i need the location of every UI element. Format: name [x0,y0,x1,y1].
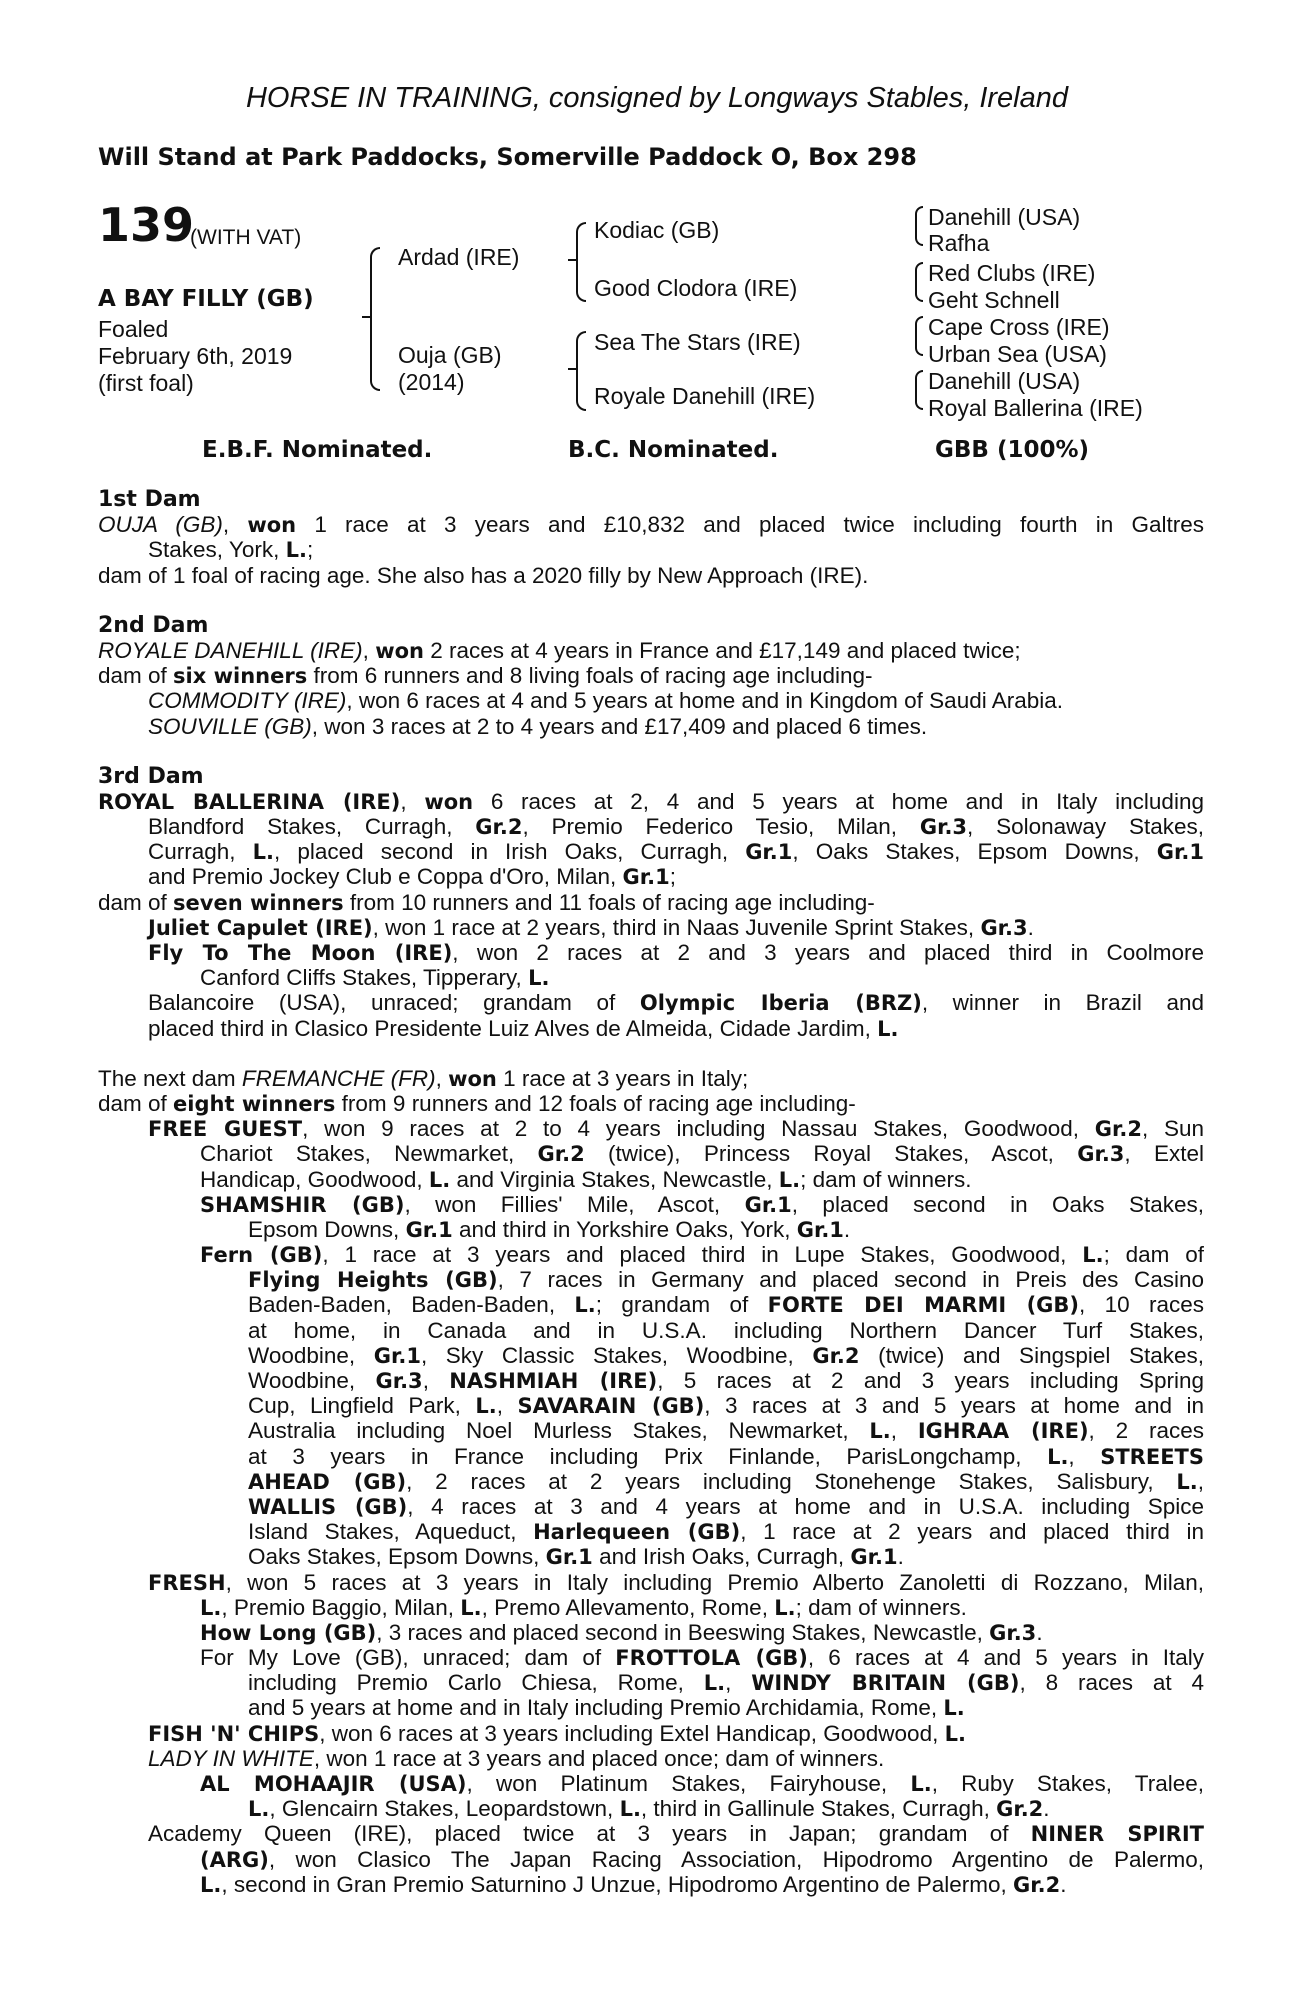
text-line: Fly To The Moon (IRE), won 2 races at 2 and 3 years and placed third in Coolmore [148,940,1204,965]
text-line: Chariot Stakes, Newmarket, Gr.2 (twice), Princess Royal Stakes, Ascot, Gr.3, Extel [200,1141,1204,1167]
text-line: Island Stakes, Aqueduct, Harlequeen (GB), 1 race at 2 years and placed third in [248,1519,1204,1545]
text-line: Woodbine, Gr.3, NASHMIAH (IRE), 5 races at 2 and 3 years including Spring [248,1368,1204,1393]
g3-bracket-1 [915,206,923,246]
text-line: The next dam FREMANCHE (FR), won 1 race at 3 years in Italy; [98,1065,749,1091]
text-line: L., Premio Baggio, Milan, L., Premo Allevamento, Rome, L.; dam of winners. [200,1594,967,1620]
gbb-rating: GBB (100%) [935,437,1090,463]
g3-horse: Red Clubs (IRE) [928,260,1096,286]
third-dam-heading: 3rd Dam [98,763,204,789]
sire: Ardad (IRE) [398,244,520,270]
text-line: LADY IN WHITE, won 1 race at 3 years and placed once; dam of winners. [148,1745,885,1771]
dam-year: (2014) [398,369,465,395]
text-line: including Premio Carlo Chiesa, Rome, L., WINDY BRITAIN (GB), 8 races at 4 [248,1670,1204,1696]
text-line: Oaks Stakes, Epsom Downs, Gr.1 and Irish Oaks, Curragh, Gr.1. [248,1544,904,1570]
foaled-date: February 6th, 2019 [98,343,293,369]
sire-dam: Good Clodora (IRE) [594,275,798,301]
text-line: SOUVILLE (GB), won 3 races at 2 to 4 years and £17,409 and placed 6 times. [148,713,928,739]
page-heading: HORSE IN TRAINING, consigned by Longways Stables, Ireland [245,82,1069,114]
lot-number: 139 [98,198,195,252]
text-line: Australia including Noel Murless Stakes, Newmarket, L., IGHRAA (IRE), 2 races [248,1418,1204,1444]
g3-horse: Royal Ballerina (IRE) [928,395,1143,421]
family-notes [98,487,1204,1897]
text-line: AHEAD (GB), 2 races at 2 years including Stonehenge Stakes, Salisbury, L., [248,1468,1204,1494]
g3-horse: Urban Sea (USA) [928,341,1107,367]
text-line: L., second in Gran Premio Saturnino J Unzue, Hipodromo Argentino de Palermo, Gr.2. [200,1871,1067,1897]
text-line: Cup, Lingfield Park, L., SAVARAIN (GB), 3 races at 3 and 5 years at home and in [248,1393,1204,1419]
text-line: dam of eight winners from 9 runners and 12 foals of racing age including- [98,1090,856,1116]
vat-note: (WITH VAT) [190,226,302,249]
text-line: Epsom Downs, Gr.1 and third in Yorkshire Oaks, York, Gr.1. [248,1216,851,1242]
pedigree-bracket-point [362,316,370,318]
text-line: and 5 years at home and in Italy including Premio Archidamia, Rome, L. [248,1695,965,1721]
text-line: dam of six winners from 6 runners and 8 living foals of racing age including- [98,663,873,689]
horse-name: A BAY FILLY (GB) [98,286,314,312]
dam: Ouja (GB) [398,342,502,368]
text-line: at home, in Canada and in U.S.A. including Northern Dancer Turf Stakes, [248,1317,1204,1343]
text-line: COMMODITY (IRE), won 6 races at 4 and 5 years at home and in Kingdom of Saudi Arabia. [148,688,1064,714]
text-line: Balancoire (USA), unraced; grandam of Olympic Iberia (BRZ), winner in Brazil and [148,990,1204,1016]
foaled-label: Foaled [98,316,169,342]
dam-dam: Royale Danehill (IRE) [594,383,816,409]
text-line: Handicap, Goodwood, L. and Virginia Stakes, Newcastle, L.; dam of winners. [200,1166,972,1192]
text-line: ROYALE DANEHILL (IRE), won 2 races at 4 years in France and £17,149 and placed twice; [98,637,1021,663]
text-line: (ARG), won Clasico The Japan Racing Association, Hipodromo Argentino de Palermo, [200,1846,1204,1872]
text-line: dam of 1 foal of racing age. She also has a 2020 filly by New Approach (IRE). [98,562,869,588]
text-line: dam of seven winners from 10 runners and 11 foals of racing age including- [98,889,875,915]
text-line: FRESH, won 5 races at 3 years in Italy including Premio Alberto Zanoletti di Rozzano, Milan, [148,1569,1204,1595]
text-line: Fern (GB), 1 race at 3 years and placed third in Lupe Stakes, Goodwood, L.; dam of [200,1242,1204,1268]
text-line: placed third in Clasico Presidente Luiz Alves de Almeida, Cidade Jardim, L. [148,1015,899,1041]
text-line: Blandford Stakes, Curragh, Gr.2, Premio Federico Tesio, Milan, Gr.3, Solonaway Stakes, [148,814,1204,840]
text-line: For My Love (GB), unraced; dam of FROTTOLA (GB), 6 races at 4 and 5 years in Italy [200,1645,1204,1671]
g3-horse: Cape Cross (IRE) [928,314,1110,340]
g3-horse: Danehill (USA) [928,204,1081,230]
stand-location: Will Stand at Park Paddocks, Somerville Paddock O, Box 298 [98,143,917,171]
first-dam-heading: 1st Dam [98,487,201,512]
text-line: SHAMSHIR (GB), won Fillies' Mile, Ascot, Gr.1, placed second in Oaks Stakes, [200,1191,1204,1217]
ebf-nomination: E.B.F. Nominated. [202,437,433,463]
sire-sire: Kodiac (GB) [594,217,720,243]
text-line: Curragh, L., placed second in Irish Oaks, Curragh, Gr.1, Oaks Stakes, Epsom Downs, Gr.1 [148,839,1204,865]
sire-bracket [576,222,586,302]
text-line: FREE GUEST, won 9 races at 2 to 4 years including Nassau Stakes, Goodwood, Gr.2, Sun [148,1116,1204,1142]
foal-note: (first foal) [98,370,194,396]
text-line: and Premio Jockey Club e Coppa d'Oro, Milan, Gr.1; [148,864,676,890]
dam-sire: Sea The Stars (IRE) [594,329,801,355]
text-line: WALLIS (GB), 4 races at 3 and 4 years at home and in U.S.A. including Spice [248,1493,1204,1519]
g3-horse: Rafha [928,230,990,256]
bc-nomination: B.C. Nominated. [568,437,779,463]
dam-bracket-point [568,368,576,370]
text-line: How Long (GB), 3 races and placed second in Beeswing Stakes, Newcastle, Gr.3. [200,1619,1043,1645]
dam-bracket [576,331,586,411]
g3-bracket-4 [915,370,923,410]
g3-horse: Geht Schnell [928,287,1060,313]
g3-bracket-2 [915,262,923,302]
text-line: Flying Heights (GB), 7 races in Germany and placed second in Preis des Casino [248,1267,1204,1293]
second-dam-heading: 2nd Dam [98,612,209,638]
g3-bracket-3 [915,316,923,356]
text-line: at 3 years in France including Prix Finlande, ParisLongchamp, L., STREETS [248,1443,1204,1469]
text-line: OUJA (GB), won 1 race at 3 years and £10,832 and placed twice including fourth in Galtres [98,512,1204,538]
text-line: Canford Cliffs Stakes, Tipperary, L. [200,965,550,991]
g3-horse: Danehill (USA) [928,368,1081,394]
text-line: Stakes, York, L.; [148,537,314,563]
sire-bracket-point [568,259,576,261]
text-line: L., Glencairn Stakes, Leopardstown, L., third in Gallinule Stakes, Curragh, Gr.2. [248,1796,1050,1822]
text-line: FISH 'N' CHIPS, won 6 races at 3 years including Extel Handicap, Goodwood, L. [148,1720,966,1746]
text-line: Academy Queen (IRE), placed twice at 3 years in Japan; grandam of NINER SPIRIT [148,1821,1204,1847]
text-line: AL MOHAAJIR (USA), won Platinum Stakes, Fairyhouse, L., Ruby Stakes, Tralee, [200,1771,1204,1796]
text-line: Juliet Capulet (IRE), won 1 race at 2 years, third in Naas Juvenile Sprint Stakes, Gr.3. [148,914,1034,940]
pedigree-bracket [370,247,380,391]
text-line: Woodbine, Gr.1, Sky Classic Stakes, Woodbine, Gr.2 (twice) and Singspiel Stakes, [248,1342,1204,1368]
text-line: ROYAL BALLERINA (IRE), won 6 races at 2, 4 and 5 years at home and in Italy including [98,788,1204,814]
text-line: Baden-Baden, Baden-Baden, L.; grandam of FORTE DEI MARMI (GB), 10 races [248,1292,1204,1318]
